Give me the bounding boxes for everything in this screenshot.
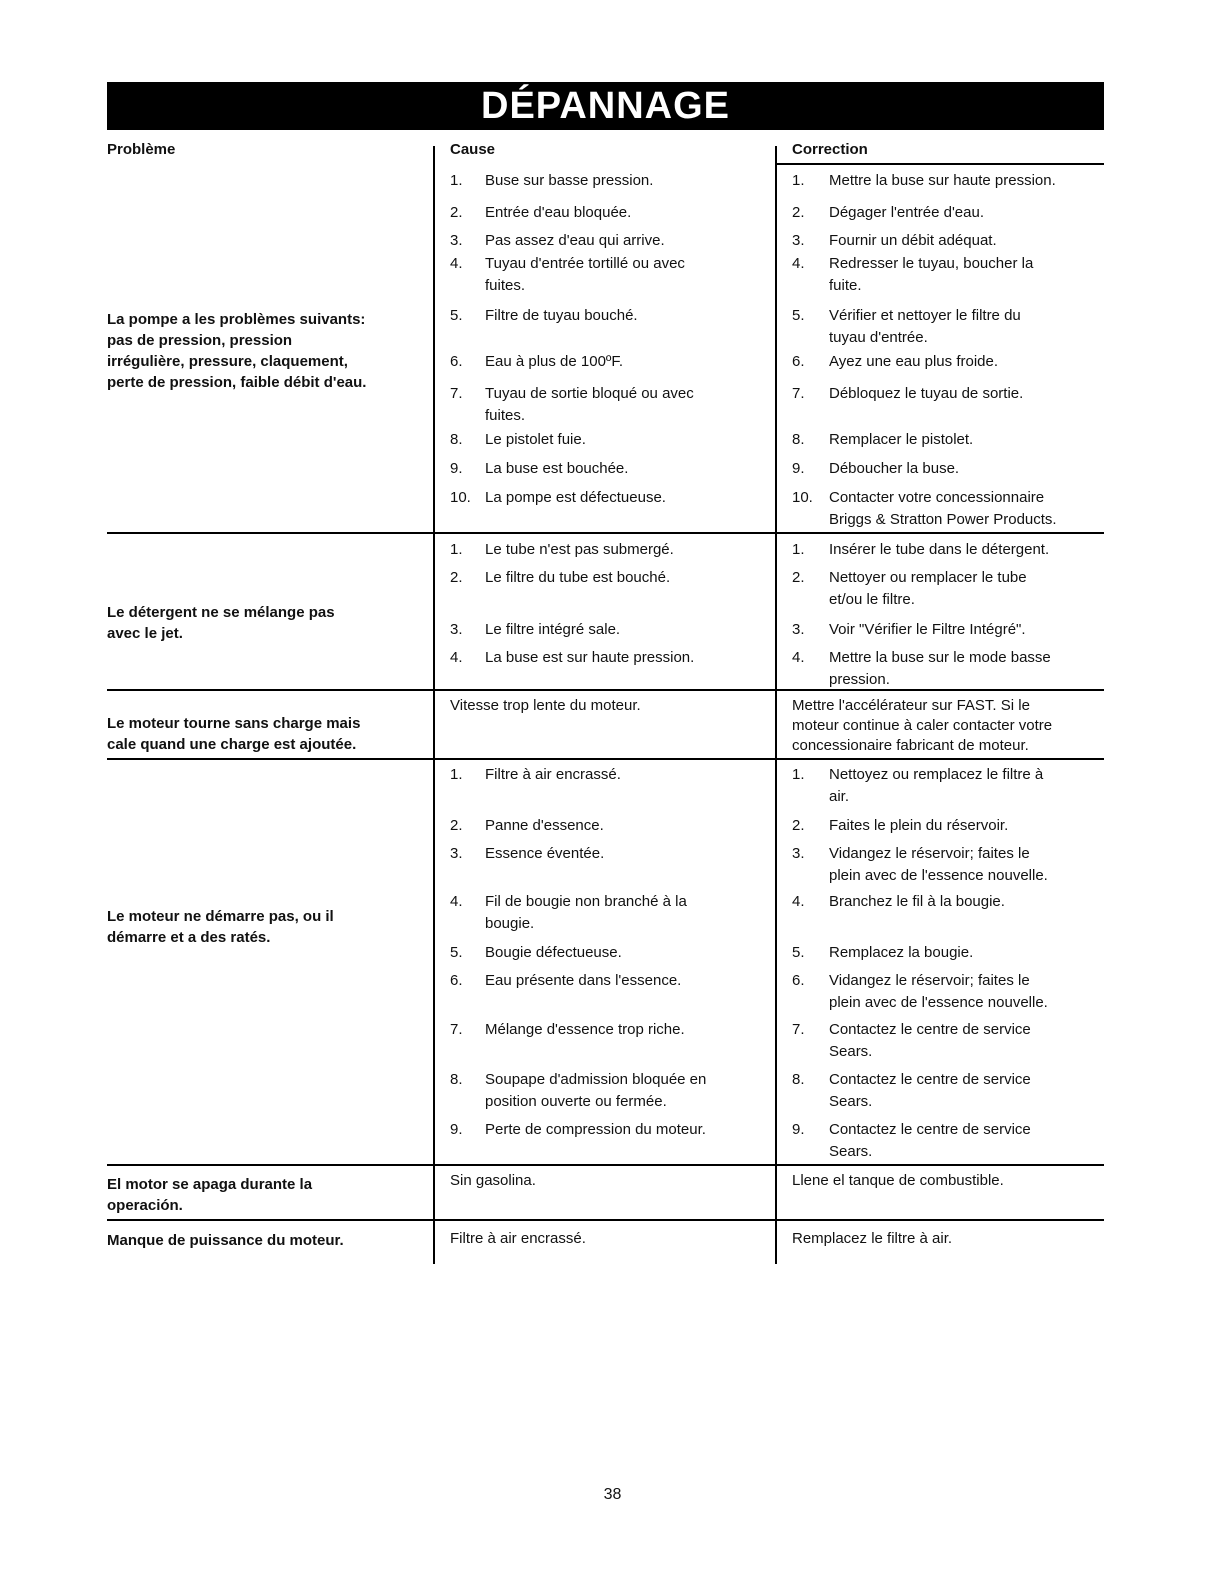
cause-text: Bougie défectueuse. bbox=[485, 944, 622, 961]
correction-text: Sears. bbox=[829, 1093, 873, 1110]
problem-text: pas de pression, pression bbox=[107, 332, 293, 349]
correction-text: plein avec de l'essence nouvelle. bbox=[829, 867, 1048, 884]
correction-number: 2. bbox=[792, 204, 805, 221]
correction-number: 8. bbox=[792, 1071, 805, 1088]
correction-text: Débloquez le tuyau de sortie. bbox=[829, 385, 1024, 402]
cause-number: 6. bbox=[450, 353, 463, 370]
correction-text: Vidangez le réservoir; faites le bbox=[829, 972, 1030, 989]
correction-number: 7. bbox=[792, 1021, 805, 1038]
problem-text: operación. bbox=[107, 1197, 183, 1214]
problem-text: Le moteur tourne sans charge mais bbox=[107, 715, 361, 732]
correction-number: 7. bbox=[792, 385, 805, 402]
cause-text: Tuyau d'entrée tortillé ou avec bbox=[485, 255, 685, 272]
cause-number: 3. bbox=[450, 845, 463, 862]
correction-text: Branchez le fil à la bougie. bbox=[829, 893, 1005, 910]
correction-text: Redresser le tuyau, boucher la bbox=[829, 255, 1034, 272]
problem-text: La pompe a les problèmes suivants: bbox=[107, 311, 366, 328]
cause-text: Buse sur basse pression. bbox=[485, 172, 654, 189]
correction-number: 6. bbox=[792, 353, 805, 370]
header-cause: Cause bbox=[450, 141, 496, 158]
correction-text: pression. bbox=[829, 671, 890, 688]
correction-text: Mettre la buse sur le mode basse bbox=[829, 649, 1051, 666]
cause-number: 5. bbox=[450, 944, 463, 961]
cause-text: Pas assez d'eau qui arrive. bbox=[485, 232, 665, 249]
cause-text: position ouverte ou fermée. bbox=[485, 1093, 667, 1110]
cause-text: La buse est bouchée. bbox=[485, 460, 629, 477]
row-separator bbox=[107, 758, 1104, 760]
correction-number: 9. bbox=[792, 1121, 805, 1138]
cause-number: 4. bbox=[450, 893, 463, 910]
correction-number: 4. bbox=[792, 255, 805, 272]
problem-text: cale quand une charge est ajoutée. bbox=[107, 736, 357, 753]
cause-text: Filtre à air encrassé. bbox=[485, 766, 621, 783]
cause-text: bougie. bbox=[485, 915, 535, 932]
correction-number: 5. bbox=[792, 307, 805, 324]
problem-text: avec le jet. bbox=[107, 625, 183, 642]
cause-number: 3. bbox=[450, 232, 463, 249]
cause-text: Eau à plus de 100ºF. bbox=[485, 353, 624, 370]
cause-number: 7. bbox=[450, 1021, 463, 1038]
correction-number: 10. bbox=[792, 489, 813, 506]
correction-text: Nettoyez ou remplacez le filtre à bbox=[829, 766, 1044, 783]
correction-text: Contacter votre concessionnaire bbox=[829, 489, 1045, 506]
correction-number: 3. bbox=[792, 232, 805, 249]
cause-text: Le tube n'est pas submergé. bbox=[485, 541, 674, 558]
correction-text: Mettre la buse sur haute pression. bbox=[829, 172, 1056, 189]
cause-number: 8. bbox=[450, 431, 463, 448]
cause-number: 1. bbox=[450, 541, 463, 558]
cause-number: 5. bbox=[450, 307, 463, 324]
correction-text: tuyau d'entrée. bbox=[829, 329, 928, 346]
correction-number: 2. bbox=[792, 569, 805, 586]
row-separator bbox=[107, 689, 1104, 691]
cause-text: La pompe est défectueuse. bbox=[485, 489, 666, 506]
correction-text: Remplacer le pistolet. bbox=[829, 431, 974, 448]
cause-number: 1. bbox=[450, 172, 463, 189]
problem-text: Manque de puissance du moteur. bbox=[107, 1232, 344, 1249]
cause-text: La buse est sur haute pression. bbox=[485, 649, 695, 666]
problem-text: irrégulière, pressure, claquement, bbox=[107, 353, 348, 370]
cause-text: Filtre à air encrassé. bbox=[450, 1230, 586, 1247]
cause-number: 1. bbox=[450, 766, 463, 783]
cause-text: Le filtre intégré sale. bbox=[485, 621, 621, 638]
correction-text: moteur continue à caler contacter votre bbox=[792, 717, 1053, 734]
header-correction: Correction bbox=[792, 141, 868, 158]
cause-text: Le filtre du tube est bouché. bbox=[485, 569, 671, 586]
correction-text: Vérifier et nettoyer le filtre du bbox=[829, 307, 1021, 324]
correction-number: 3. bbox=[792, 621, 805, 638]
correction-text: Contactez le centre de service bbox=[829, 1021, 1031, 1038]
correction-text: Déboucher la buse. bbox=[829, 460, 960, 477]
correction-text: air. bbox=[829, 788, 850, 805]
correction-number: 6. bbox=[792, 972, 805, 989]
correction-text: Vidangez le réservoir; faites le bbox=[829, 845, 1030, 862]
correction-text: Sears. bbox=[829, 1143, 873, 1160]
cause-number: 8. bbox=[450, 1071, 463, 1088]
correction-number: 4. bbox=[792, 893, 805, 910]
correction-text: Remplacez le filtre à air. bbox=[792, 1230, 953, 1247]
correction-text: Briggs & Stratton Power Products. bbox=[829, 511, 1057, 528]
column-divider-right bbox=[775, 146, 777, 1264]
correction-text: Contactez le centre de service bbox=[829, 1121, 1031, 1138]
cause-number: 2. bbox=[450, 817, 463, 834]
correction-text: Sears. bbox=[829, 1043, 873, 1060]
cause-number: 10. bbox=[450, 489, 471, 506]
correction-number: 5. bbox=[792, 944, 805, 961]
correction-text: Llene el tanque de combustible. bbox=[792, 1172, 1004, 1189]
correction-number: 1. bbox=[792, 541, 805, 558]
cause-text: Tuyau de sortie bloqué ou avec bbox=[485, 385, 694, 402]
cause-text: Sin gasolina. bbox=[450, 1172, 536, 1189]
cause-text: fuites. bbox=[485, 407, 526, 424]
correction-number: 9. bbox=[792, 460, 805, 477]
cause-text: Entrée d'eau bloquée. bbox=[485, 204, 632, 221]
row-separator bbox=[107, 1219, 1104, 1221]
cause-text: Filtre de tuyau bouché. bbox=[485, 307, 638, 324]
correction-text: Faites le plein du réservoir. bbox=[829, 817, 1009, 834]
problem-text: Le détergent ne se mélange pas bbox=[107, 604, 335, 621]
correction-number: 8. bbox=[792, 431, 805, 448]
cause-number: 7. bbox=[450, 385, 463, 402]
cause-number: 3. bbox=[450, 621, 463, 638]
cause-text: Mélange d'essence trop riche. bbox=[485, 1021, 685, 1038]
correction-text: fuite. bbox=[829, 277, 862, 294]
correction-text: concessionaire fabricant de moteur. bbox=[792, 737, 1029, 754]
row-separator bbox=[107, 1164, 1104, 1166]
header-problem: Problème bbox=[107, 141, 176, 158]
cause-text: fuites. bbox=[485, 277, 526, 294]
page-title: DÉPANNAGE bbox=[107, 82, 1104, 130]
correction-text: Mettre l'accélérateur sur FAST. Si le bbox=[792, 697, 1030, 714]
correction-text: Insérer le tube dans le détergent. bbox=[829, 541, 1050, 558]
correction-number: 2. bbox=[792, 817, 805, 834]
header-rule bbox=[776, 163, 1104, 165]
correction-text: Ayez une eau plus froide. bbox=[829, 353, 999, 370]
correction-text: Contactez le centre de service bbox=[829, 1071, 1031, 1088]
cause-text: Fil de bougie non branché à la bbox=[485, 893, 687, 910]
cause-text: Essence éventée. bbox=[485, 845, 605, 862]
correction-number: 3. bbox=[792, 845, 805, 862]
cause-number: 4. bbox=[450, 649, 463, 666]
cause-text: Eau présente dans l'essence. bbox=[485, 972, 682, 989]
problem-text: El motor se apaga durante la bbox=[107, 1176, 313, 1193]
cause-number: 2. bbox=[450, 204, 463, 221]
correction-text: plein avec de l'essence nouvelle. bbox=[829, 994, 1048, 1011]
cause-number: 9. bbox=[450, 1121, 463, 1138]
cause-text: Le pistolet fuie. bbox=[485, 431, 586, 448]
column-divider-left bbox=[433, 146, 435, 1264]
correction-text: Remplacez la bougie. bbox=[829, 944, 974, 961]
cause-text: Perte de compression du moteur. bbox=[485, 1121, 706, 1138]
correction-text: Dégager l'entrée d'eau. bbox=[829, 204, 985, 221]
row-separator bbox=[107, 532, 1104, 534]
cause-number: 2. bbox=[450, 569, 463, 586]
cause-text: Soupape d'admission bloquée en bbox=[485, 1071, 707, 1088]
correction-number: 1. bbox=[792, 766, 805, 783]
problem-text: Le moteur ne démarre pas, ou il bbox=[107, 908, 334, 925]
correction-text: Fournir un débit adéquat. bbox=[829, 232, 997, 249]
correction-text: et/ou le filtre. bbox=[829, 591, 915, 608]
correction-text: Nettoyer ou remplacer le tube bbox=[829, 569, 1027, 586]
correction-text: Voir "Vérifier le Filtre Intégré". bbox=[829, 621, 1026, 638]
page-number: 38 bbox=[603, 1486, 622, 1503]
problem-text: perte de pression, faible débit d'eau. bbox=[107, 374, 367, 391]
correction-number: 1. bbox=[792, 172, 805, 189]
cause-number: 4. bbox=[450, 255, 463, 272]
cause-text: Panne d'essence. bbox=[485, 817, 604, 834]
correction-number: 4. bbox=[792, 649, 805, 666]
problem-text: démarre et a des ratés. bbox=[107, 929, 271, 946]
cause-number: 6. bbox=[450, 972, 463, 989]
cause-number: 9. bbox=[450, 460, 463, 477]
cause-text: Vitesse trop lente du moteur. bbox=[450, 697, 641, 714]
